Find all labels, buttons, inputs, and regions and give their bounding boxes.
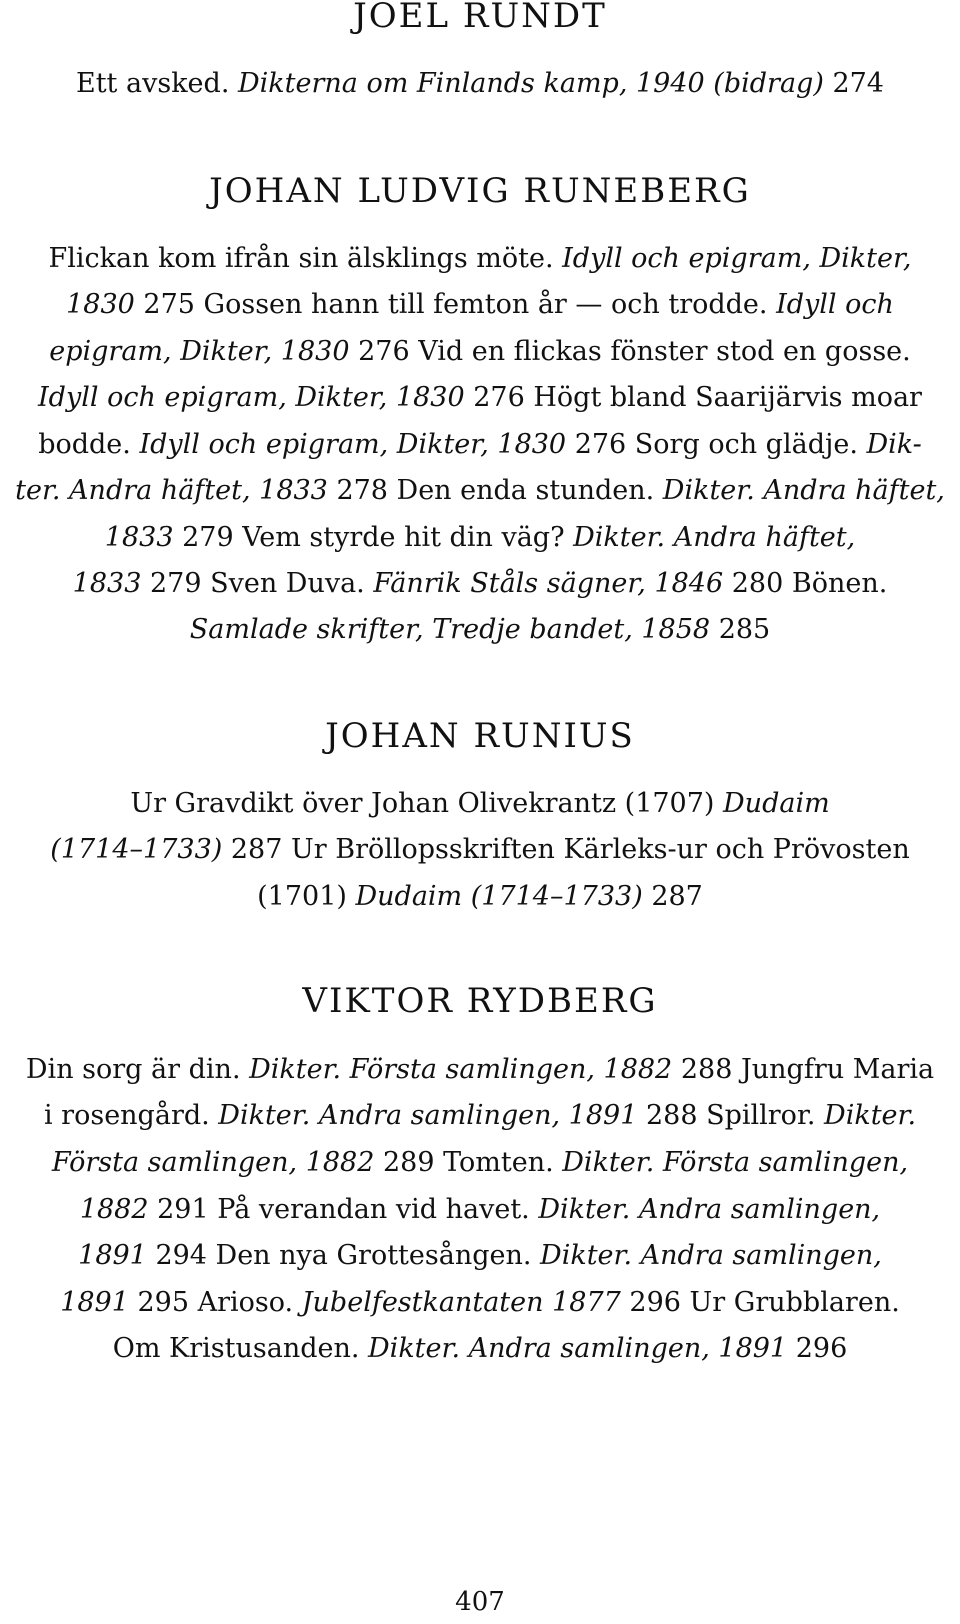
entry-line: [0, 334, 960, 370]
text-segment: 288 Spillror.: [637, 1100, 825, 1131]
text-segment: 280 Bönen.: [723, 568, 888, 599]
text-segment: 278 Den enda stunden.: [327, 475, 663, 506]
text-segment: Din sorg är din.: [25, 1054, 250, 1085]
italic-segment: 1833: [72, 568, 142, 599]
italic-segment: Idyll och: [776, 289, 894, 320]
text-segment: 296: [787, 1333, 848, 1364]
entry-line: [0, 832, 960, 868]
text-segment: 279 Vem styrde hit din väg?: [173, 522, 574, 553]
italic-segment: Idyll och epigram, Dikter, 1830: [139, 429, 567, 460]
text-segment: 274: [823, 68, 884, 99]
entry-line: [0, 1098, 960, 1134]
entry-line: [0, 879, 960, 915]
entry-line: [0, 66, 960, 102]
author-heading: VIKTOR RYDBERG: [302, 981, 658, 1021]
entry-line: [0, 380, 960, 416]
text-segment: Om Kristusanden.: [112, 1333, 369, 1364]
text-segment: 289 Tomten.: [374, 1147, 563, 1178]
text-segment: 276 Sorg och glädje.: [566, 429, 867, 460]
italic-segment: Dikterna om Finlands kamp, 1940 (bidrag): [238, 68, 824, 99]
italic-segment: Dudaim: [723, 788, 830, 819]
italic-segment: Dikter. Andra samlingen, 1891: [218, 1100, 638, 1131]
text-segment: 285: [710, 614, 771, 645]
author-heading: JOHAN RUNIUS: [325, 716, 635, 756]
text-segment: 276 Vid en flickas fönster stod en gosse.: [349, 336, 911, 367]
italic-segment: (1714–1733): [50, 834, 223, 865]
italic-segment: Dikter. Andra samlingen,: [540, 1240, 882, 1271]
text-segment: 291 På verandan vid havet.: [148, 1194, 539, 1225]
italic-segment: 1882: [79, 1194, 149, 1225]
italic-segment: Dudaim (1714–1733): [355, 881, 643, 912]
entry-line: [0, 520, 960, 556]
italic-segment: 1830: [66, 289, 135, 320]
italic-segment: Samlade skrifter, Tredje bandet, 1858: [189, 614, 711, 645]
text-segment: Flickan kom ifrån sin älsklings möte.: [48, 243, 563, 274]
italic-segment: ter. Andra häftet, 1833: [15, 475, 328, 506]
text-segment: Ur Gravdikt över Johan Olivekrantz (1707): [130, 788, 724, 819]
italic-segment: Dikter. Första samlingen,: [562, 1147, 909, 1178]
entry-line: [0, 1331, 960, 1367]
entry-line: [0, 1052, 960, 1088]
entry-line: [0, 612, 960, 648]
text-segment: 288 Jungfru Maria: [672, 1054, 935, 1085]
italic-segment: Dikter. Andra häftet,: [662, 475, 945, 506]
italic-segment: Dikter. Andra häftet,: [573, 522, 856, 553]
text-segment: 275 Gossen hann till femton år — och trodde.: [134, 289, 777, 320]
italic-segment: Första samlingen, 1882: [51, 1147, 375, 1178]
text-segment: Ett avsked.: [76, 68, 238, 99]
italic-segment: 1833: [104, 522, 174, 553]
entry-line: [0, 241, 960, 277]
entry-line: [0, 1145, 960, 1181]
entry-line: [0, 1285, 960, 1321]
entry-line: [0, 287, 960, 323]
italic-segment: Dikter.: [824, 1100, 917, 1131]
text-segment: 296 Ur Grubblaren.: [620, 1287, 900, 1318]
italic-segment: Dik-: [866, 429, 922, 460]
italic-segment: 1891: [60, 1287, 129, 1318]
text-segment: 276 Högt bland Saarijärvis moar: [464, 382, 922, 413]
italic-segment: Fänrik Ståls sägner, 1846: [373, 568, 724, 599]
page-number: 407: [455, 1587, 505, 1617]
entry-line: [0, 566, 960, 602]
italic-segment: Idyll och epigram, Dikter,: [562, 243, 912, 274]
entry-line: [0, 786, 960, 822]
text-segment: 279 Sven Duva.: [141, 568, 374, 599]
entry-line: [0, 1238, 960, 1274]
text-segment: 294 Den nya Grottesången.: [146, 1240, 541, 1271]
italic-segment: Dikter. Första samlingen, 1882: [249, 1054, 673, 1085]
italic-segment: epigram, Dikter, 1830: [49, 336, 350, 367]
text-segment: 287: [642, 881, 703, 912]
italic-segment: Dikter. Andra samlingen,: [538, 1194, 881, 1225]
text-segment: bodde.: [38, 429, 140, 460]
text-segment: 295 Arioso.: [128, 1287, 302, 1318]
text-segment: (1701): [257, 881, 356, 912]
entry-line: [0, 473, 960, 509]
italic-segment: Idyll och epigram, Dikter, 1830: [38, 382, 465, 413]
author-heading: JOEL RUNDT: [353, 0, 607, 36]
entry-line: [0, 1192, 960, 1228]
text-segment: 287 Ur Bröllopsskriften Kärleks-ur och Prövosten: [222, 834, 910, 865]
author-heading: JOHAN LUDVIG RUNEBERG: [209, 171, 751, 211]
text-segment: i rosengård.: [43, 1100, 219, 1131]
italic-segment: Jubelfestkantaten 1877: [301, 1287, 621, 1318]
entry-line: [0, 427, 960, 463]
italic-segment: Dikter. Andra samlingen, 1891: [368, 1333, 788, 1364]
italic-segment: 1891: [78, 1240, 147, 1271]
